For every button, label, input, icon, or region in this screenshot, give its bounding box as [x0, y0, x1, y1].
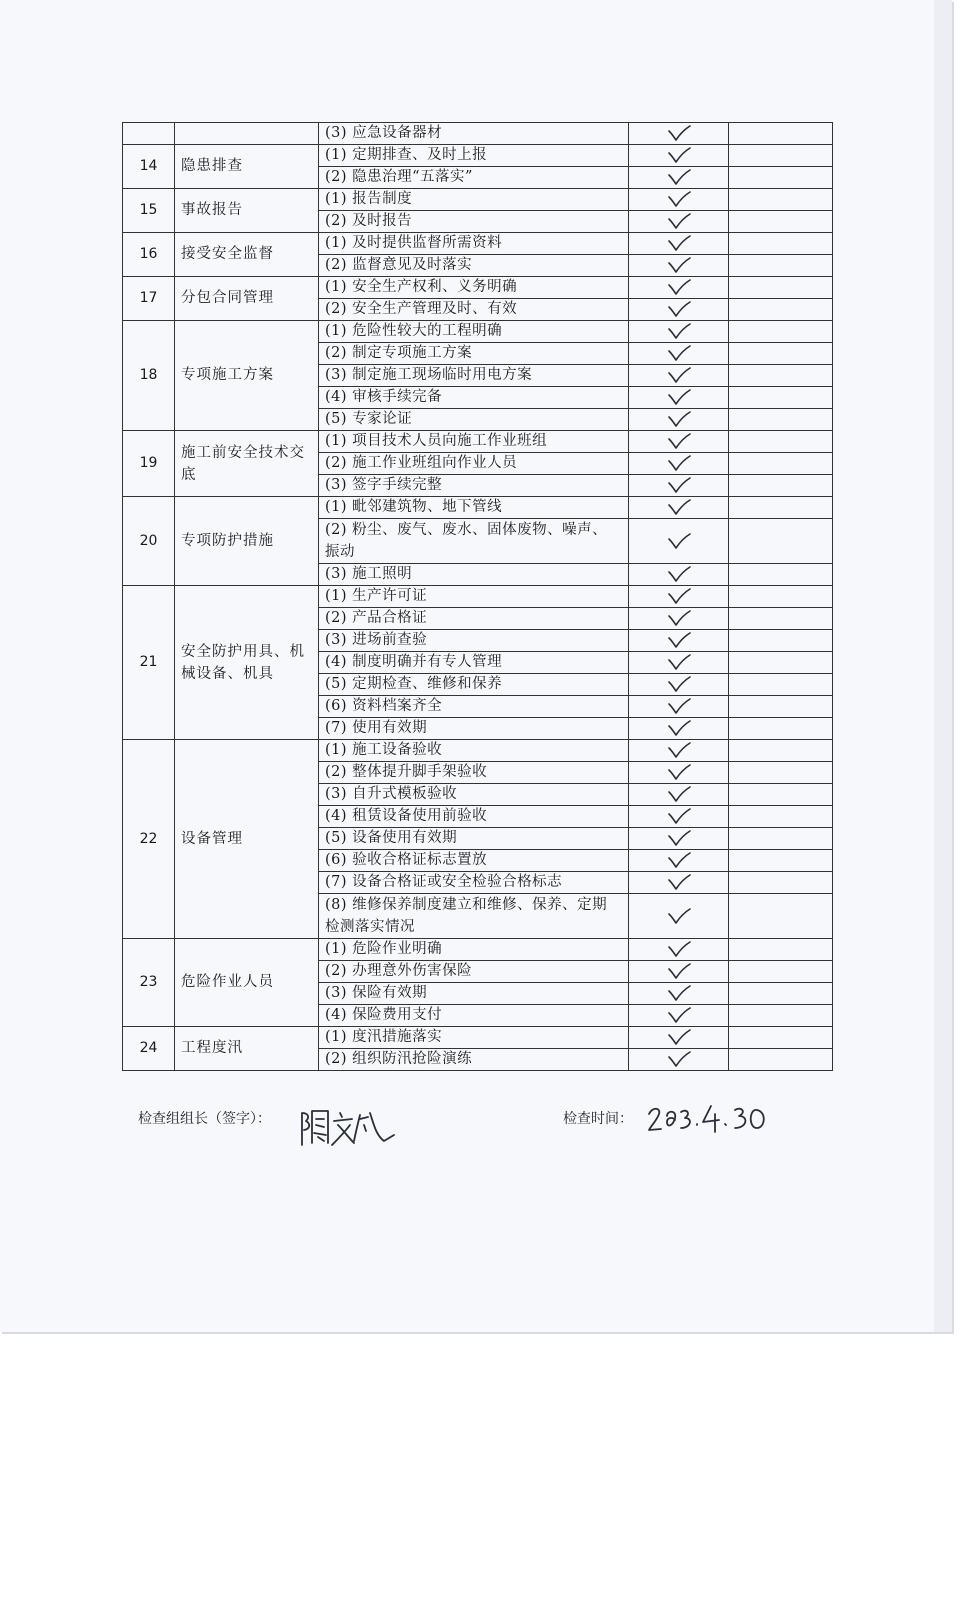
remark-cell	[729, 321, 833, 343]
check-cell	[629, 1005, 729, 1027]
inspection-subitem: (2) 粉尘、废气、废水、固体废物、噪声、振动	[319, 519, 629, 564]
inspection-subitem: (4) 保险费用支付	[319, 1005, 629, 1027]
checkmark-icon	[667, 632, 691, 648]
check-cell	[629, 850, 729, 872]
inspection-subitem: (1) 项目技术人员向施工作业班组	[319, 431, 629, 453]
check-cell	[629, 718, 729, 740]
check-cell	[629, 630, 729, 652]
item-number: 24	[123, 1027, 175, 1071]
check-cell	[629, 608, 729, 630]
inspection-subitem: (2) 组织防汛抢险演练	[319, 1049, 629, 1071]
inspection-subitem: (1) 报告制度	[319, 189, 629, 211]
remark-cell	[729, 1027, 833, 1049]
inspection-subitem: (1) 安全生产权利、义务明确	[319, 277, 629, 299]
check-cell	[629, 167, 729, 189]
checkmark-icon	[667, 610, 691, 626]
item-number: 20	[123, 497, 175, 586]
checkmark-icon	[667, 301, 691, 317]
checkmark-icon	[667, 455, 691, 471]
remark-cell	[729, 762, 833, 784]
remark-cell	[729, 586, 833, 608]
remark-cell	[729, 850, 833, 872]
check-cell	[629, 674, 729, 696]
checkmark-icon	[667, 698, 691, 714]
table-row	[123, 321, 833, 343]
inspection-subitem: (5) 设备使用有效期	[319, 828, 629, 850]
table-row	[123, 939, 833, 961]
remark-cell	[729, 983, 833, 1005]
item-number: 19	[123, 431, 175, 497]
check-cell	[629, 387, 729, 409]
check-cell	[629, 189, 729, 211]
checkmark-icon	[667, 477, 691, 493]
remark-cell	[729, 828, 833, 850]
checkmark-icon	[667, 830, 691, 846]
check-cell	[629, 740, 729, 762]
check-cell	[629, 806, 729, 828]
check-cell	[629, 586, 729, 608]
checkmark-icon	[667, 323, 691, 339]
inspection-subitem: (2) 隐患治理“五落实”	[319, 167, 629, 189]
remark-cell	[729, 233, 833, 255]
inspection-subitem: (1) 危险性较大的工程明确	[319, 321, 629, 343]
check-cell	[629, 894, 729, 939]
check-cell	[629, 872, 729, 894]
check-cell	[629, 145, 729, 167]
inspection-subitem: (1) 生产许可证	[319, 586, 629, 608]
checkmark-icon	[667, 279, 691, 295]
inspection-subitem: (4) 审核手续完备	[319, 387, 629, 409]
inspection-subitem: (3) 签字手续完整	[319, 475, 629, 497]
remark-cell	[729, 475, 833, 497]
inspection-subitem: (1) 施工设备验收	[319, 740, 629, 762]
check-cell	[629, 343, 729, 365]
remark-cell	[729, 784, 833, 806]
remark-cell	[729, 1005, 833, 1027]
table-row	[123, 189, 833, 211]
checkmark-icon	[667, 147, 691, 163]
checkmark-icon	[667, 533, 691, 549]
remark-cell	[729, 894, 833, 939]
checkmark-icon	[667, 191, 691, 207]
check-cell	[629, 696, 729, 718]
inspection-subitem: (8) 维修保养制度建立和维修、保养、定期检测落实情况	[319, 894, 629, 939]
remark-cell	[729, 453, 833, 475]
remark-cell	[729, 277, 833, 299]
checkmark-icon	[667, 676, 691, 692]
checkmark-icon	[667, 1007, 691, 1023]
inspection-item: 安全防护用具、机械设备、机具	[175, 586, 319, 740]
checkmark-icon	[667, 588, 691, 604]
checkmark-icon	[667, 257, 691, 273]
checkmark-icon	[667, 808, 691, 824]
remark-cell	[729, 519, 833, 564]
checkmark-icon	[667, 985, 691, 1001]
remark-cell	[729, 740, 833, 762]
check-cell	[629, 1049, 729, 1071]
check-cell	[629, 784, 729, 806]
item-number: 17	[123, 277, 175, 321]
inspection-subitem: (2) 监督意见及时落实	[319, 255, 629, 277]
checkmark-icon	[667, 742, 691, 758]
item-number: 14	[123, 145, 175, 189]
inspection-item: 隐患排查	[175, 145, 319, 189]
checkmark-icon	[667, 786, 691, 802]
checkmark-icon	[667, 499, 691, 515]
check-cell	[629, 453, 729, 475]
inspection-item: 接受安全监督	[175, 233, 319, 277]
remark-cell	[729, 145, 833, 167]
check-cell	[629, 299, 729, 321]
check-cell	[629, 939, 729, 961]
check-cell	[629, 983, 729, 1005]
inspection-item: 施工前安全技术交底	[175, 431, 319, 497]
inspection-item: 工程度汛	[175, 1027, 319, 1071]
checkmark-icon	[667, 213, 691, 229]
remark-cell	[729, 497, 833, 519]
inspection-subitem: (1) 危险作业明确	[319, 939, 629, 961]
item-number: 22	[123, 740, 175, 939]
checkmark-icon	[667, 169, 691, 185]
inspection-subitem: (2) 及时报告	[319, 211, 629, 233]
checkmark-icon	[667, 566, 691, 582]
remark-cell	[729, 564, 833, 586]
check-cell	[629, 211, 729, 233]
checkmark-icon	[667, 720, 691, 736]
inspection-subitem: (2) 办理意外伤害保险	[319, 961, 629, 983]
inspection-item: 设备管理	[175, 740, 319, 939]
check-cell	[629, 652, 729, 674]
remark-cell	[729, 939, 833, 961]
inspection-subitem: (3) 保险有效期	[319, 983, 629, 1005]
check-cell	[629, 828, 729, 850]
checkmark-icon	[667, 874, 691, 890]
checkmark-icon	[667, 433, 691, 449]
table-row	[123, 586, 833, 608]
check-cell	[629, 233, 729, 255]
table-row	[123, 1027, 833, 1049]
remark-cell	[729, 211, 833, 233]
table-row	[123, 277, 833, 299]
inspection-subitem: (3) 进场前查验	[319, 630, 629, 652]
checkmark-icon	[667, 411, 691, 427]
checkmark-icon	[667, 908, 691, 924]
remark-cell	[729, 630, 833, 652]
leader-signature-label: 检查组组长（签字）：	[138, 1111, 271, 1127]
inspection-item: 分包合同管理	[175, 277, 319, 321]
check-cell	[629, 564, 729, 586]
item-number: 18	[123, 321, 175, 431]
checkmark-icon	[667, 852, 691, 868]
inspection-subitem: (3) 施工照明	[319, 564, 629, 586]
remark-cell	[729, 872, 833, 894]
table-row	[123, 431, 833, 453]
remark-cell	[729, 255, 833, 277]
remark-cell	[729, 123, 833, 145]
item-number: 21	[123, 586, 175, 740]
inspection-checklist-table	[122, 122, 833, 1071]
remark-cell	[729, 431, 833, 453]
check-cell	[629, 497, 729, 519]
inspection-subitem: (1) 及时提供监督所需资料	[319, 233, 629, 255]
checkmark-icon	[667, 235, 691, 251]
check-cell	[629, 409, 729, 431]
inspection-subitem: (3) 应急设备器材	[319, 123, 629, 145]
check-cell	[629, 255, 729, 277]
remark-cell	[729, 674, 833, 696]
remark-cell	[729, 806, 833, 828]
check-cell	[629, 762, 729, 784]
inspection-subitem: (3) 制定施工现场临时用电方案	[319, 365, 629, 387]
sheet-edge	[934, 0, 952, 1332]
checkmark-icon	[667, 941, 691, 957]
check-cell	[629, 277, 729, 299]
checkmark-icon	[667, 367, 691, 383]
remark-cell	[729, 387, 833, 409]
inspection-subitem: (6) 资料档案齐全	[319, 696, 629, 718]
remark-cell	[729, 718, 833, 740]
inspection-subitem: (5) 专家论证	[319, 409, 629, 431]
check-cell	[629, 1027, 729, 1049]
inspection-subitem: (6) 验收合格证标志置放	[319, 850, 629, 872]
checkmark-icon	[667, 345, 691, 361]
inspection-subitem: (4) 租赁设备使用前验收	[319, 806, 629, 828]
inspection-subitem: (7) 设备合格证或安全检验合格标志	[319, 872, 629, 894]
item-number: 23	[123, 939, 175, 1027]
handwritten-date	[645, 1100, 780, 1136]
table-row	[123, 145, 833, 167]
check-cell	[629, 123, 729, 145]
inspection-subitem: (4) 制度明确并有专人管理	[319, 652, 629, 674]
inspection-time-label: 检查时间：	[563, 1111, 633, 1127]
item-number: 16	[123, 233, 175, 277]
inspection-subitem: (5) 定期检查、维修和保养	[319, 674, 629, 696]
inspection-subitem: (1) 毗邻建筑物、地下管线	[319, 497, 629, 519]
table-row	[123, 123, 833, 145]
item-number: 15	[123, 189, 175, 233]
inspection-subitem: (1) 度汛措施落实	[319, 1027, 629, 1049]
table-row	[123, 233, 833, 255]
item-number	[123, 123, 175, 145]
table-row	[123, 740, 833, 762]
inspection-item: 专项施工方案	[175, 321, 319, 431]
inspection-item: 事故报告	[175, 189, 319, 233]
checkmark-icon	[667, 764, 691, 780]
inspection-subitem: (2) 安全生产管理及时、有效	[319, 299, 629, 321]
inspection-item	[175, 123, 319, 145]
inspection-item: 危险作业人员	[175, 939, 319, 1027]
check-cell	[629, 519, 729, 564]
inspection-subitem: (2) 产品合格证	[319, 608, 629, 630]
inspection-subitem: (7) 使用有效期	[319, 718, 629, 740]
checkmark-icon	[667, 654, 691, 670]
checkmark-icon	[667, 1051, 691, 1067]
remark-cell	[729, 696, 833, 718]
checkmark-icon	[667, 125, 691, 141]
remark-cell	[729, 961, 833, 983]
inspection-subitem: (2) 整体提升脚手架验收	[319, 762, 629, 784]
remark-cell	[729, 652, 833, 674]
inspection-item: 专项防护措施	[175, 497, 319, 586]
checkmark-icon	[667, 1029, 691, 1045]
inspection-subitem: (2) 施工作业班组向作业人员	[319, 453, 629, 475]
remark-cell	[729, 189, 833, 211]
inspection-subitem: (2) 制定专项施工方案	[319, 343, 629, 365]
check-cell	[629, 431, 729, 453]
check-cell	[629, 961, 729, 983]
remark-cell	[729, 365, 833, 387]
remark-cell	[729, 343, 833, 365]
remark-cell	[729, 299, 833, 321]
inspection-subitem: (3) 自升式模板验收	[319, 784, 629, 806]
handwritten-signature	[298, 1105, 398, 1151]
remark-cell	[729, 608, 833, 630]
check-cell	[629, 475, 729, 497]
table-row	[123, 497, 833, 519]
check-cell	[629, 365, 729, 387]
remark-cell	[729, 1049, 833, 1071]
inspection-subitem: (1) 定期排查、及时上报	[319, 145, 629, 167]
remark-cell	[729, 167, 833, 189]
check-cell	[629, 321, 729, 343]
checkmark-icon	[667, 963, 691, 979]
remark-cell	[729, 409, 833, 431]
checkmark-icon	[667, 389, 691, 405]
